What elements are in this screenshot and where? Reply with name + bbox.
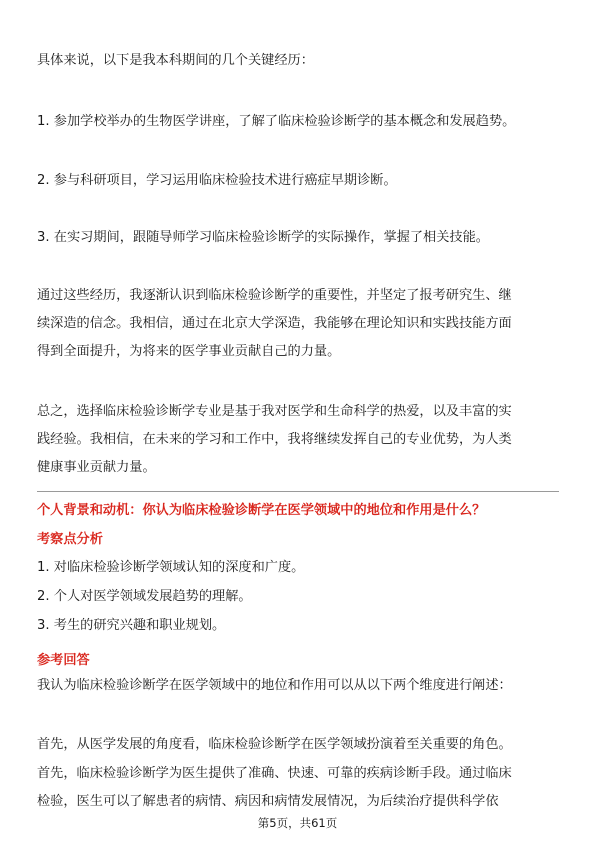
- experience-item-1: 1. 参加学校举办的生物医学讲座，了解了临床检验诊断学的基本概念和发展趋势。: [37, 114, 516, 129]
- intro-text: 具体来说，以下是我本科期间的几个关键经历：: [37, 53, 314, 68]
- answer-heading: 参考回答: [37, 653, 90, 668]
- paragraph-line: 通过这些经历，我逐渐认识到临床检验诊断学的重要性，并坚定了报考研究生、继: [37, 288, 512, 303]
- answer-intro: 我认为临床检验诊断学在医学领域中的地位和作用可以从以下两个维度进行阐述：: [37, 678, 512, 693]
- answer-line: 检验，医生可以了解患者的病情、病因和病情发展情况，为后续治疗提供科学依: [37, 794, 499, 809]
- paragraph-line: 总之，选择临床检验诊断学专业是基于我对医学和生命科学的热爱，以及丰富的实: [37, 404, 512, 419]
- question-title: 个人背景和动机：你认为临床检验诊断学在医学领域中的地位和作用是什么？: [37, 503, 486, 518]
- paragraph-line: 健康事业贡献力量。: [37, 460, 156, 475]
- answer-line: 首先，临床检验诊断学为医生提供了准确、快速、可靠的疾病诊断手段。通过临床: [37, 766, 512, 781]
- experience-item-2: 2. 参与科研项目，学习运用临床检验技术进行癌症早期诊断。: [37, 173, 397, 188]
- section-divider: [37, 491, 559, 492]
- experience-item-3: 3. 在实习期间，跟随导师学习临床检验诊断学的实际操作，掌握了相关技能。: [37, 230, 489, 245]
- analysis-point-3: 3. 考生的研究兴趣和职业规划。: [37, 618, 226, 633]
- analysis-heading: 考察点分析: [37, 532, 103, 547]
- paragraph-line: 续深造的信念。我相信，通过在北京大学深造，我能够在理论知识和实践技能方面: [37, 316, 512, 331]
- paragraph-line: 践经验。我相信，在未来的学习和工作中，我将继续发挥自己的专业优势，为人类: [37, 432, 512, 447]
- analysis-point-2: 2. 个人对医学领域发展趋势的理解。: [37, 589, 252, 604]
- paragraph-line: 得到全面提升，为将来的医学事业贡献自己的力量。: [37, 344, 341, 359]
- answer-line: 首先，从医学发展的角度看，临床检验诊断学在医学领域扮演着至关重要的角色。: [37, 737, 512, 752]
- analysis-point-1: 1. 对临床检验诊断学领域认知的深度和广度。: [37, 560, 305, 575]
- page-number: 第5页，共61页: [257, 816, 338, 830]
